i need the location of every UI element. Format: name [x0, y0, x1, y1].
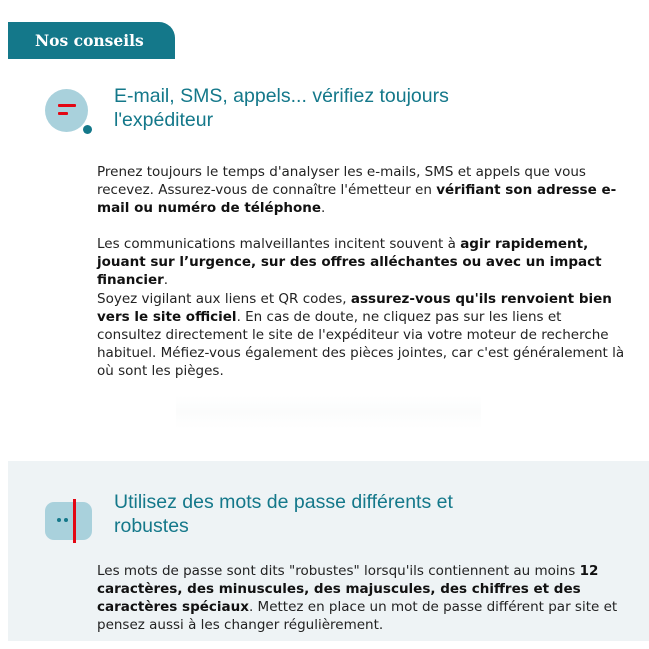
text-segment: .	[163, 272, 169, 288]
page-bottom-edge	[0, 641, 649, 649]
email-icon-dot	[83, 125, 92, 134]
password-icon-dot	[57, 518, 61, 522]
text-segment: Les communications malveillantes incitent souvent à	[97, 236, 461, 252]
tips-tab-header: Nos conseils	[8, 22, 175, 59]
tip-password-title: Utilisez des mots de passe différents et robustes	[114, 491, 453, 537]
tip-email-title: E-mail, SMS, appels... vérifiez toujours l'expéditeur	[114, 85, 449, 131]
text-segment: Les mots de passe sont dits "robustes" lorsqu'ils contiennent au moins	[97, 563, 580, 579]
tip-password-paragraph-1	[97, 562, 627, 634]
password-icon-cursor	[73, 499, 76, 543]
tip-email-paragraph-3	[97, 290, 627, 380]
password-icon-card	[45, 502, 92, 540]
password-field-icon	[45, 499, 95, 543]
bold-text-segment: assurez-vous qu'ils renvoient bien vers le site officiel	[97, 291, 612, 325]
email-message-icon	[45, 89, 91, 135]
text-segment: . En cas de doute, ne cliquez pas sur les liens et consultez directement le site de l'expéditeur via votre moteur de recherche habituel. Méfiez-vous également des pièces jointes, car c'est généralement là où sont les pièges.	[97, 309, 625, 379]
email-icon-line	[58, 104, 76, 107]
text-segment: Prenez toujours le temps d'analyser les e-mails, SMS et appels que vous recevez. Assurez-vous de connaître l'émetteur en	[97, 164, 586, 198]
image-placeholder	[176, 395, 481, 429]
text-segment: .	[321, 200, 326, 216]
tip-email-paragraph-1	[97, 163, 627, 217]
email-icon-circle	[45, 89, 88, 132]
bold-text-segment: 12 caractères, des minuscules, des majuscules, des chiffres et des caractères spéciaux	[97, 563, 599, 615]
text-segment: . Mettez en place un mot de passe différent par site et pensez aussi à les changer régulièrement.	[97, 599, 618, 633]
bold-text-segment: vérifiant son adresse e-mail ou numéro de téléphone	[97, 182, 617, 216]
text-segment: Soyez vigilant aux liens et QR codes,	[97, 291, 351, 307]
tip-email-paragraph-2	[97, 235, 627, 289]
password-icon-dot	[64, 518, 68, 522]
email-icon-line	[58, 112, 68, 115]
bold-text-segment: agir rapidement, jouant sur l’urgence, sur des offres alléchantes ou avec un impact financier	[97, 236, 602, 288]
